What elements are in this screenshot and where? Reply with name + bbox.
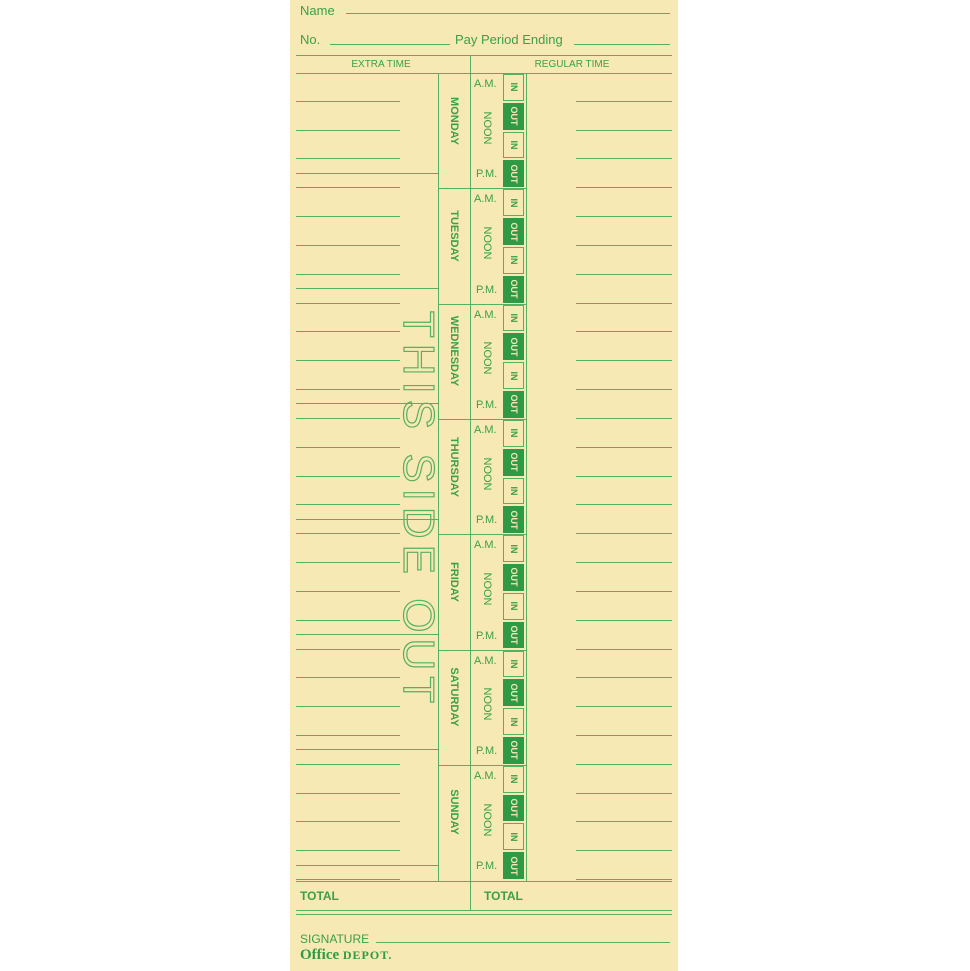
- number-label: No.: [300, 32, 321, 47]
- header-divider: [296, 55, 672, 56]
- in-punch-box: [503, 593, 524, 620]
- in-punch-box: [503, 823, 524, 850]
- signature-line: [376, 942, 670, 943]
- total-bottom-line-2: [296, 914, 672, 915]
- out-label: OUT: [508, 625, 519, 645]
- regular-time-line: [576, 360, 672, 361]
- brand-office: Office: [300, 947, 340, 963]
- out-label: OUT: [508, 337, 519, 357]
- regular-time-line: [576, 706, 672, 707]
- out-label: OUT: [508, 222, 519, 242]
- out-punch-box: [503, 564, 524, 591]
- regular-time-line: [576, 101, 672, 102]
- pay-period-line: [574, 44, 670, 45]
- in-punch-box: [503, 478, 524, 505]
- out-punch-box: [503, 449, 524, 476]
- in-punch-box: [503, 708, 524, 735]
- extra-time-line: [296, 504, 400, 505]
- extra-time-line: [296, 562, 400, 563]
- in-punch-box: [503, 74, 524, 101]
- out-label: OUT: [508, 164, 519, 184]
- out-punch-box: [503, 795, 524, 822]
- regular-time-line: [576, 649, 672, 650]
- extra-time-line: [296, 591, 400, 592]
- extra-time-line: [296, 331, 400, 332]
- regular-time-line: [576, 216, 672, 217]
- total-right-label: TOTAL: [484, 889, 523, 903]
- day-label: THURSDAY: [448, 436, 460, 497]
- extra-time-line: [296, 821, 400, 822]
- am-label: A.M.: [474, 78, 497, 90]
- in-label: IN: [508, 486, 519, 496]
- number-line: [330, 44, 450, 45]
- office-depot-logo: [300, 947, 392, 964]
- am-label: A.M.: [474, 193, 497, 206]
- this-side-out-watermark: THIS SIDE OUT: [394, 310, 443, 710]
- noon-label: NOON: [481, 111, 493, 145]
- out-punch-box: [503, 679, 524, 706]
- in-punch-box: [503, 535, 524, 562]
- extra-time-line: [296, 130, 400, 131]
- extra-time-line: [296, 764, 400, 765]
- pm-label: P.M.: [476, 744, 498, 757]
- in-label: IN: [508, 198, 519, 208]
- day-total-line: [296, 288, 438, 289]
- out-punch-box: [503, 103, 524, 130]
- name-label: Name: [300, 3, 335, 18]
- pm-label: P.M.: [476, 860, 498, 873]
- pm-label: P.M.: [476, 514, 498, 527]
- regular-time-line: [576, 821, 672, 822]
- pm-label: P.M.: [476, 168, 498, 181]
- out-label: OUT: [508, 452, 519, 472]
- am-label: A.M.: [474, 539, 497, 552]
- extra-time-header: EXTRA TIME: [351, 59, 411, 70]
- extra-time-line: [296, 101, 400, 102]
- in-label: IN: [508, 601, 519, 611]
- extra-time-line: [296, 677, 400, 678]
- out-label: OUT: [508, 279, 519, 299]
- total-top-line: [296, 881, 672, 882]
- noon-label: NOON: [481, 226, 493, 260]
- in-label: IN: [508, 428, 519, 438]
- out-punch-box: [503, 218, 524, 245]
- out-punch-box: [503, 160, 524, 187]
- regular-time-line: [576, 476, 672, 477]
- signature-label: SIGNATURE: [300, 932, 370, 946]
- regular-time-line: [576, 879, 672, 880]
- in-label: IN: [508, 140, 519, 150]
- out-label: OUT: [508, 856, 519, 876]
- regular-time-line: [576, 389, 672, 390]
- in-punch-box: [503, 420, 524, 447]
- out-punch-box: [503, 506, 524, 533]
- in-label: IN: [508, 774, 519, 784]
- regular-time-line: [576, 620, 672, 621]
- pm-label: P.M.: [476, 398, 498, 411]
- regular-time-line: [576, 245, 672, 246]
- extra-time-line: [296, 216, 400, 217]
- in-punch-box: [503, 247, 524, 274]
- in-label: IN: [508, 832, 519, 842]
- extra-time-line: [296, 389, 400, 390]
- header-divider-bottom: [296, 73, 672, 74]
- in-punch-box: [503, 651, 524, 678]
- regular-time-line: [576, 591, 672, 592]
- out-punch-box: [503, 622, 524, 649]
- in-label: IN: [508, 371, 519, 381]
- punch-column-divider: [526, 73, 527, 881]
- extra-time-line: [296, 476, 400, 477]
- noon-label: NOON: [481, 572, 493, 606]
- extra-time-line: [296, 187, 400, 188]
- regular-time-line: [576, 562, 672, 563]
- out-label: OUT: [508, 567, 519, 587]
- regular-time-line: [576, 274, 672, 275]
- total-bottom-line: [296, 910, 672, 911]
- pay-period-label: Pay Period Ending: [455, 32, 563, 47]
- am-label: A.M.: [474, 769, 497, 782]
- pm-label: P.M.: [476, 283, 498, 296]
- day-label: MONDAY: [448, 96, 460, 145]
- in-label: IN: [508, 659, 519, 669]
- extra-time-line: [296, 850, 400, 851]
- out-label: OUT: [508, 798, 519, 818]
- in-punch-box: [503, 362, 524, 389]
- brand-depot: DEPOT.: [342, 948, 393, 962]
- regular-time-line: [576, 677, 672, 678]
- extra-time-line: [296, 158, 400, 159]
- day-label: SUNDAY: [448, 789, 460, 836]
- regular-time-line: [576, 331, 672, 332]
- day-total-line: [296, 865, 438, 866]
- day-label: WEDNESDAY: [448, 316, 460, 387]
- extra-time-line: [296, 274, 400, 275]
- total-left-label: TOTAL: [300, 889, 339, 903]
- extra-time-line: [296, 620, 400, 621]
- out-label: OUT: [508, 106, 519, 126]
- regular-time-line: [576, 533, 672, 534]
- day-total-line: [296, 749, 438, 750]
- noon-label: NOON: [481, 341, 493, 375]
- extra-time-line: [296, 418, 400, 419]
- extra-time-line: [296, 793, 400, 794]
- am-label: A.M.: [474, 423, 497, 436]
- regular-time-header: REGULAR TIME: [534, 59, 610, 70]
- regular-time-line: [576, 850, 672, 851]
- extra-time-line: [296, 879, 400, 880]
- out-label: OUT: [508, 394, 519, 414]
- in-label: IN: [508, 255, 519, 265]
- regular-time-line: [576, 764, 672, 765]
- extra-time-line: [296, 533, 400, 534]
- day-label: TUESDAY: [448, 210, 460, 262]
- regular-time-line: [576, 793, 672, 794]
- out-punch-box: [503, 276, 524, 303]
- in-punch-box: [503, 305, 524, 332]
- center-divider: [470, 55, 471, 910]
- regular-time-line: [576, 187, 672, 188]
- out-label: OUT: [508, 510, 519, 530]
- in-label: IN: [508, 82, 519, 92]
- in-label: IN: [508, 313, 519, 323]
- extra-time-line: [296, 303, 400, 304]
- extra-time-line: [296, 706, 400, 707]
- am-label: A.M.: [474, 308, 497, 321]
- in-punch-box: [503, 132, 524, 159]
- regular-time-line: [576, 303, 672, 304]
- regular-time-line: [576, 130, 672, 131]
- in-punch-box: [503, 766, 524, 793]
- am-label: A.M.: [474, 654, 497, 667]
- regular-time-line: [576, 447, 672, 448]
- in-label: IN: [508, 544, 519, 554]
- extra-time-line: [296, 245, 400, 246]
- day-label: FRIDAY: [448, 561, 460, 602]
- noon-label: NOON: [481, 687, 493, 721]
- out-punch-box: [503, 737, 524, 764]
- regular-time-line: [576, 735, 672, 736]
- day-label: SATURDAY: [448, 667, 460, 727]
- out-label: OUT: [508, 683, 519, 703]
- day-total-line: [296, 173, 438, 174]
- extra-time-line: [296, 649, 400, 650]
- noon-label: NOON: [481, 803, 493, 837]
- extra-time-line: [296, 360, 400, 361]
- regular-time-line: [576, 504, 672, 505]
- out-punch-box: [503, 852, 524, 879]
- in-label: IN: [508, 717, 519, 727]
- name-line: [346, 13, 670, 14]
- extra-time-line: [296, 735, 400, 736]
- out-punch-box: [503, 391, 524, 418]
- extra-time-line: [296, 447, 400, 448]
- noon-label: NOON: [481, 457, 493, 491]
- pm-label: P.M.: [476, 629, 498, 642]
- out-label: OUT: [508, 740, 519, 760]
- in-punch-box: [503, 189, 524, 216]
- regular-time-line: [576, 418, 672, 419]
- time-card: [290, 0, 678, 971]
- out-punch-box: [503, 333, 524, 360]
- regular-time-line: [576, 158, 672, 159]
